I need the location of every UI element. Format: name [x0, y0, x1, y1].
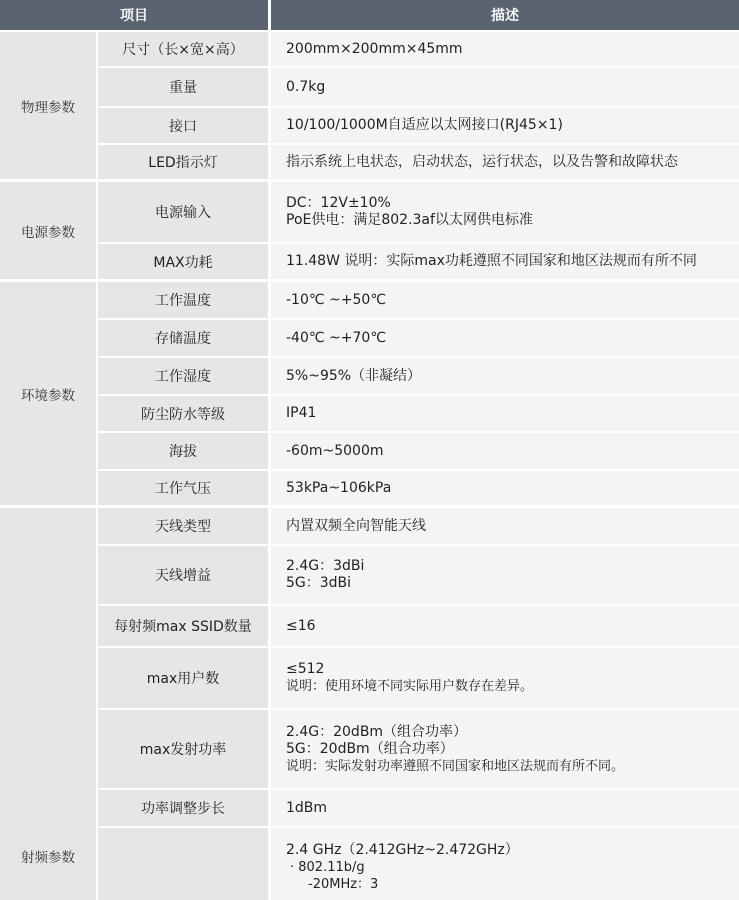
item-cell [98, 790, 268, 826]
item-label: 工作气压 [155, 481, 211, 497]
column-header-item-label: 项目 [120, 8, 148, 24]
category-label: 射频参数 [21, 850, 75, 866]
item-cell [98, 282, 268, 318]
item-cell [98, 508, 268, 544]
item-label: 接口 [169, 118, 197, 135]
item-label: 防尘防水等级 [141, 406, 225, 423]
desc-line: ≤16 [286, 617, 316, 634]
item-label: 工作湿度 [155, 369, 211, 385]
desc-cell [271, 108, 739, 143]
desc-line: 内置双频全向智能天线 [286, 517, 426, 534]
item-cell [98, 32, 268, 66]
item-label: 电源输入 [155, 205, 211, 221]
desc-line: 11.48W 说明：实际max功耗遵照不同国家和地区法规而有所不同 [286, 253, 697, 269]
item-label: 功率调整步长 [141, 801, 225, 817]
item-label: max用户数 [146, 671, 220, 687]
desc-cell [271, 358, 739, 394]
category-radio [0, 508, 96, 900]
desc-line: 说明：使用环境不同实际用户数存在差异。 [286, 679, 534, 694]
desc-cell [271, 244, 739, 279]
desc-cell [271, 710, 739, 788]
desc-line: 2.4G：20dBm（组合功率） [286, 723, 468, 740]
item-cell [98, 320, 268, 356]
desc-line: 5G：3dBi [286, 575, 352, 591]
desc-line: -20MHz：3 [308, 877, 379, 892]
item-cell [98, 68, 268, 106]
desc-line: 2.4G：3dBi [286, 558, 365, 574]
desc-cell [271, 32, 739, 66]
item-cell [98, 828, 268, 900]
item-label: 工作温度 [155, 293, 211, 309]
desc-line: 0.7kg [286, 78, 326, 95]
desc-cell [271, 68, 739, 106]
item-cell [98, 546, 268, 604]
desc-cell [271, 320, 739, 356]
column-header-item [0, 0, 268, 30]
desc-line: 5%~95%（非凝结） [286, 367, 422, 384]
item-label: 尺寸（长×宽×高） [122, 42, 244, 58]
desc-cell [271, 471, 739, 505]
item-cell [98, 108, 268, 143]
item-cell [98, 710, 268, 788]
desc-line: · 802.11b/g [290, 860, 365, 875]
item-cell [98, 396, 268, 431]
item-label: 海拔 [169, 444, 197, 460]
category-power [0, 182, 96, 279]
item-label: 每射频max SSID数量 [114, 619, 252, 635]
desc-cell [271, 508, 739, 544]
desc-line: 10/100/1000M自适应以太网接口(RJ45×1) [286, 117, 563, 133]
column-header-description [271, 0, 739, 30]
desc-line: 说明：实际发射功率遵照不同国家和地区法规而有所不同。 [286, 758, 625, 774]
desc-line: 53kPa~106kPa [286, 479, 392, 496]
desc-line: IP41 [286, 405, 317, 421]
item-label: LED指示灯 [148, 155, 218, 171]
desc-cell [271, 282, 739, 318]
item-cell [98, 471, 268, 505]
item-label: MAX功耗 [153, 254, 213, 271]
desc-line: PoE供电：满足802.3af以太网供电标准 [286, 212, 533, 228]
desc-line: 1dBm [286, 799, 328, 816]
desc-line: 指示系统上电状态，启动状态，运行状态，以及告警和故障状态 [286, 153, 678, 170]
desc-line: 2.4 GHz（2.412GHz~2.472GHz） [286, 842, 519, 858]
desc-line: -60m~5000m [286, 442, 384, 459]
item-label: 天线类型 [155, 519, 211, 535]
item-cell [98, 606, 268, 646]
category-physical [0, 32, 96, 179]
item-cell [98, 648, 268, 708]
item-cell [98, 145, 268, 179]
desc-line: -40℃ ~+70℃ [286, 329, 387, 346]
item-label: 天线增益 [155, 568, 211, 584]
item-cell [98, 358, 268, 394]
desc-line: -10℃ ~+50℃ [286, 291, 387, 308]
desc-line: 5G：20dBm（组合功率） [286, 740, 454, 757]
category-environment [0, 282, 96, 505]
desc-line: DC：12V±10% [286, 195, 391, 211]
desc-cell [271, 828, 739, 900]
item-cell [98, 433, 268, 469]
item-label: 重量 [169, 80, 197, 96]
desc-cell [271, 606, 739, 646]
item-label: max发射功率 [139, 742, 227, 758]
desc-cell [271, 790, 739, 826]
desc-line: ≤512 [286, 661, 325, 677]
item-cell [98, 244, 268, 279]
item-label: 存储温度 [155, 331, 211, 347]
desc-cell [271, 546, 739, 604]
desc-line: 200mm×200mm×45mm [286, 40, 463, 57]
category-label: 环境参数 [21, 387, 75, 404]
category-label: 电源参数 [21, 224, 75, 241]
category-label: 物理参数 [21, 99, 75, 116]
desc-cell [271, 433, 739, 469]
desc-cell [271, 182, 739, 242]
desc-cell [271, 145, 739, 179]
desc-cell [271, 396, 739, 431]
item-cell [98, 182, 268, 242]
desc-cell [271, 648, 739, 708]
column-header-description-label: 描述 [491, 8, 519, 24]
